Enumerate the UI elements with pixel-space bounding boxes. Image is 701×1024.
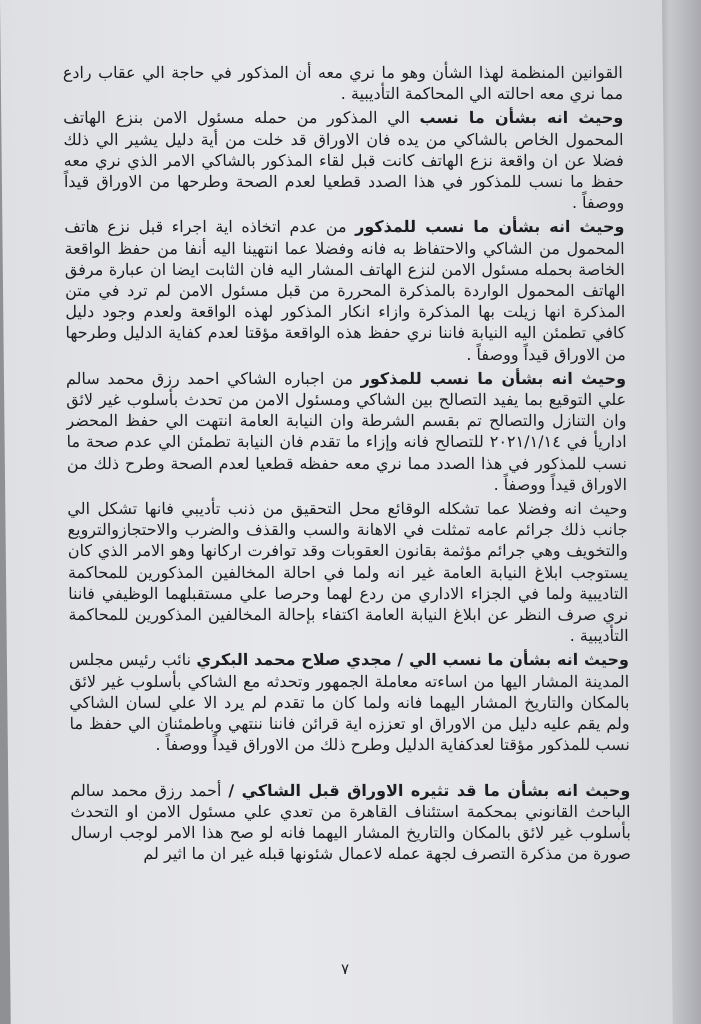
paragraph-2-heading: وحيث انه بشأن ما نسب — [419, 108, 624, 128]
paragraph-5-text: وحيث انه وفضلا عما تشكله الوقائع محل التحقيق من ذنب تأديبي فانها تشكل الي جانب ذلك جرائم عامه تمثلت في الاهانة والسب والقذف والضرب والاحتجازوالترويع والتخويف وهي جرائم مؤثمة بقانون العقوبات وقد توافرت اركانها وهو الامر الذي كان يستوجب ابلاغ النيابة العامة غير انه ولما في احالة المخالفين المذكورين للمحاكمة التاديبية ولما في الجزاء الاداري من ردع لهما وحرصا علي مستقبلهما الوظيفي فاننا نري صرف النظر عن ابلاغ النيابة العامة اكتفاء بإحالة المخالفين المذكورين للمحاكمة التأديبية . — [67, 499, 629, 646]
paragraph-7 — [70, 780, 631, 865]
paragraph-6-heading: وحيث انه بشأن ما نسب الي / مجدي صلاح محمد البكري — [196, 650, 630, 670]
paragraph-1 — [63, 62, 623, 104]
page-number: ٧ — [341, 960, 350, 978]
paragraph-4 — [66, 368, 627, 495]
paragraph-6-text: نائب رئيس مجلس المدينة المشار اليها من اساءته معاملة الجمهور وتحدثه مع الشاكي بأسلوب غير لائق بالمكان والتاريخ المشار اليهما فانه ولما كان ما تقدم لم يرد الا علي لسان الشاكي ولم يقم عليه دليل من الاوراق او تعززه اية قرائن فاننا ننتهي وباطمئنان الي حفظ ما نسب للمذكور مؤقتا لعدكفاية الدليل وطرح ذلك من الاوراق قيداً ووصفاً . — [68, 650, 630, 755]
paragraph-3-text: من عدم اتخاذه اية اجراء قبل نزع هاتف المحمول من الشاكي والاحتفاظ به فانه وفضلا عما انتهينا اليه أنفا من حفظ الواقعة الخاصة بحمله مسئول الامن لنزع الهاتف المشار اليه فان الثابت ايضا ان عبارة مرفق الهاتف المحمول الواردة بالمذكرة المحررة من قبل مسئول الامن لم ترد في متن المذكرة انها زيلت بها المذكرة وازاء انكار المذكور لهذه الواقعة ولعدم وجود دليل كافي تطمئن اليه النيابة فاننا نري حفظ هذه الواقعة مؤقتا لعدم كفاية الدليل وطرحها من الاوراق قيداً ووصفاً . — [64, 217, 626, 364]
document-body — [63, 62, 631, 867]
paragraph-4-text: من اجباره الشاكي احمد رزق محمد سالم علي التوقيع بما يفيد التصالح بين الشاكي ومسئول الامن من تحدث بأسلوب غير لائق وان التنازل والتصالح تم بقسم الشرطة وان النيابة العامة انتهت الي حفظ المحضر اداريأ في ٢٠٢١/١/١٤ للتصالح فانه وإزاء ما تقدم فان النيابة تطمئن الي عدم صحة ما نسب للمذكور في هذا الصدد مما نري معه حفظه قطعيا لعدم الصحة وطرح ذلك من الاوراق قيداً ووصفاً . — [65, 368, 628, 494]
paragraph-4-heading: وحيث انه بشأن ما نسب للمذكور — [360, 368, 627, 388]
paragraph-6 — [69, 649, 630, 755]
paragraph-7-text: أحمد رزق محمد سالم الباحث القانوني بمحكمة استئناف القاهرة من تعدي علي مسئول الامن او التحدث بأسلوب غير لائق بالمكان والتاريخ المشار اليهما فانه لو صح هذا الامر لوجب ارسال صورة من مذكرة التصرف لجهة عمله لاعمال شئونها قبله غير ان ما اثير لم — [70, 780, 632, 864]
paragraph-3-heading: وحيث انه بشأن ما نسب للمذكور — [354, 217, 625, 237]
paragraph-2-text: الي المذكور من حمله مسئول الامن بنزع الهاتف المحمول الخاص بالشاكي من يده فان الاوراق قد خلت من أية دليل يشير الي ذلك فضلا عن ان واقعة نزع الهاتف كانت قبل لقاء المذكور بالشاكي الامر الذي نري معه حفظ ما نسب للمذكور في هذا الصدد قطعيا لعدم الصحة وطرحها من الاوراق قيداً ووصفاً . — [63, 108, 625, 213]
paragraph-7-heading: وحيث انه بشأن ما قد تثيره الاوراق قبل الشاكي / — [228, 780, 631, 800]
paragraph-5 — [67, 498, 629, 646]
paragraph-2 — [63, 107, 624, 213]
paragraph-3 — [64, 216, 626, 364]
paragraph-1-text: القوانين المنظمة لهذا الشأن وهو ما نري معه أن المذكور في حاجة الي عقاب رادع مما نري معه احالته الي المحاكمة التأديبية . — [62, 63, 624, 104]
